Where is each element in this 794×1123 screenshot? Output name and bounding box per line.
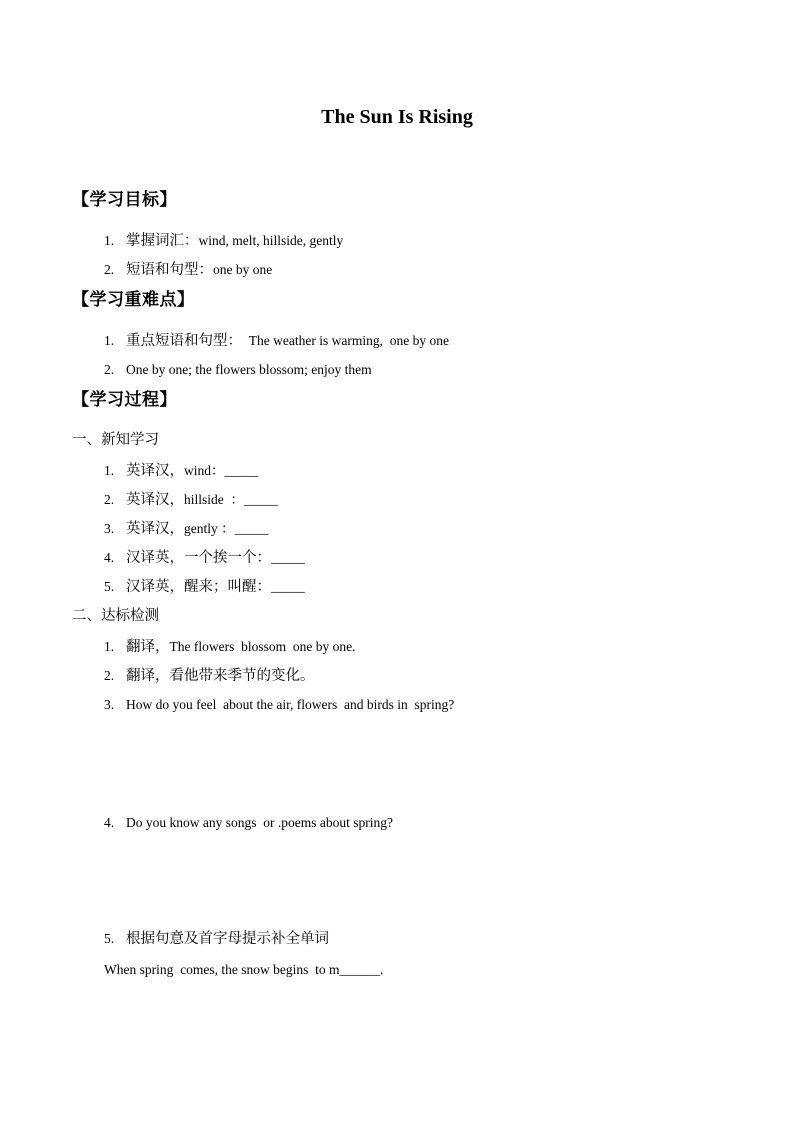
- item-text: hillside ：_____: [184, 492, 278, 507]
- part1-item-5: [104, 578, 305, 596]
- item-number: 5.: [104, 931, 115, 946]
- item-label: 英译汉，: [126, 463, 184, 479]
- item-label: 英译汉，: [126, 521, 184, 537]
- item-number: 2.: [104, 362, 115, 377]
- item-label: 短语和句型：: [126, 262, 213, 278]
- part2-item-4: [104, 814, 393, 832]
- item-label: 翻译，: [126, 639, 170, 655]
- item-number: 2.: [104, 492, 115, 507]
- part2-item-2: [104, 667, 315, 685]
- item-label: 英译汉，: [126, 492, 184, 508]
- part1-item-4: [104, 549, 305, 567]
- item-text: one by one: [213, 262, 273, 277]
- item-label: 翻译，看他带来季节的变化。: [126, 668, 315, 684]
- item-text: One by one; the flowers blossom; enjoy them: [126, 362, 372, 377]
- objective-item-2: [104, 261, 272, 279]
- item-number: 4.: [104, 550, 115, 565]
- part1-item-3: [104, 520, 268, 538]
- item-text: wind, melt, hillside, gently: [198, 233, 344, 248]
- part2-item-3: [104, 696, 454, 714]
- key-point-item-2: [104, 361, 372, 379]
- key-point-item-1: [104, 332, 449, 350]
- item-number: 4.: [104, 815, 115, 830]
- item-number: 1.: [104, 333, 115, 348]
- item-text: Do you know any songs or .poems about spring?: [126, 815, 393, 830]
- item-number: 1.: [104, 639, 115, 654]
- item-number: 5.: [104, 579, 115, 594]
- part2-item-5: [104, 930, 329, 948]
- fill-in-sentence: When spring comes, the snow begins to m______.: [104, 962, 384, 977]
- item-number: 2.: [104, 668, 115, 683]
- item-number: 3.: [104, 697, 115, 712]
- item-label: 重点短语和句型：: [126, 333, 242, 349]
- item-text: The weather is warming, one by one: [242, 333, 449, 348]
- objective-item-1: [104, 232, 343, 250]
- item-text: _____: [271, 579, 305, 594]
- objectives-heading: 【学习目标】: [72, 190, 177, 210]
- part1-title: 一、新知学习: [72, 432, 159, 448]
- part2-item-1: [104, 638, 355, 656]
- item-label: 根据句意及首字母提示补全单词: [126, 931, 329, 947]
- item-number: 2.: [104, 262, 115, 277]
- item-number: 3.: [104, 521, 115, 536]
- part1-item-1: [104, 462, 258, 480]
- item-number: 1.: [104, 463, 115, 478]
- item-label: 掌握词汇：: [126, 233, 199, 249]
- item-label: 汉译英，醒来；叫醒：: [126, 579, 271, 595]
- part1-item-2: [104, 491, 278, 509]
- item-text: _____: [271, 550, 305, 565]
- key-points-heading: 【学习重难点】: [72, 290, 195, 310]
- item-text: wind：_____: [184, 463, 259, 478]
- item-text: The flowers blossom one by one.: [169, 639, 356, 654]
- item-number: 1.: [104, 233, 115, 248]
- item-label: 汉译英，一个挨一个：: [126, 550, 271, 566]
- item-text: How do you feel about the air, flowers and birds in spring?: [126, 697, 455, 712]
- page-title: The Sun Is Rising: [321, 106, 473, 128]
- part2-title: 二、达标检测: [72, 608, 159, 624]
- process-heading: 【学习过程】: [72, 390, 177, 410]
- item-text: gently ：_____: [184, 521, 269, 536]
